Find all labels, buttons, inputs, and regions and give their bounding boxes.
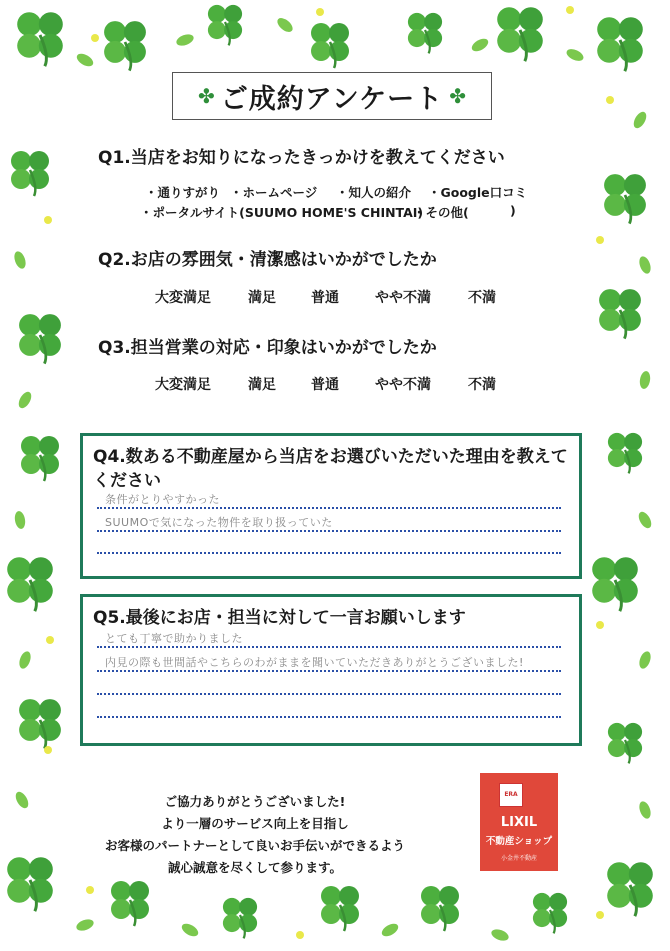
q4-answer-box bbox=[80, 433, 582, 579]
q3-choice[interactable]: 普通 bbox=[311, 377, 339, 393]
q1-option[interactable]: ・ホームページ bbox=[230, 185, 318, 200]
logo-brand: LIXIL bbox=[500, 815, 538, 830]
answer-line[interactable] bbox=[97, 670, 561, 672]
q4-question: Q4.数ある不動産屋から当店をお選びいただいた理由を教えて bbox=[93, 447, 568, 467]
q1-option-close: ) bbox=[510, 203, 516, 218]
answer-line[interactable] bbox=[97, 530, 561, 532]
q4-answer: SUUMOで気になった物件を取り扱っていた bbox=[105, 516, 333, 529]
q1-option[interactable]: ・通りすがり bbox=[145, 185, 221, 200]
q1-option[interactable]: ・その他( bbox=[413, 205, 469, 220]
clover-icon: ✤ bbox=[198, 84, 215, 108]
q2-choice[interactable]: 不満 bbox=[468, 290, 496, 306]
q1-option[interactable]: ・Google口コミ bbox=[428, 185, 528, 200]
clover-icon: ✤ bbox=[449, 84, 466, 108]
answer-line[interactable] bbox=[97, 693, 561, 695]
q1-question: Q1.当店をお知りになったきっかけを教えてください bbox=[98, 148, 505, 168]
q3-choice[interactable]: やや不満 bbox=[375, 377, 431, 393]
q2-choice[interactable]: 満足 bbox=[248, 290, 276, 306]
q1-option[interactable]: ・ポータルサイト(SUUMO HOME'S CHINTAI) bbox=[140, 205, 424, 220]
page-title: ご成約アンケート bbox=[220, 83, 444, 115]
closing-line: ご協力ありがとうございました! bbox=[164, 794, 346, 809]
q2-choice[interactable]: 大変満足 bbox=[155, 290, 211, 306]
q3-choice[interactable]: 大変満足 bbox=[155, 377, 211, 393]
closing-line: 誠心誠意を尽くして参ります。 bbox=[167, 860, 342, 875]
logo-branch: 小金井不動産 bbox=[500, 855, 537, 862]
q3-question: Q3.担当営業の対応・印象はいかがでしたか bbox=[98, 338, 437, 358]
q2-choice[interactable]: 普通 bbox=[311, 290, 339, 306]
survey-title-box bbox=[172, 72, 492, 120]
q1-option[interactable]: ・知人の紹介 bbox=[336, 185, 412, 200]
closing-line: お客様のパートナーとして良いお手伝いができるよう bbox=[104, 838, 405, 853]
q5-answer-box bbox=[80, 594, 582, 746]
q5-answer: 内見の際も世間話やこちらのわがままを聞いていただきありがとうございました! bbox=[105, 656, 524, 669]
answer-line[interactable] bbox=[97, 716, 561, 718]
q3-choice[interactable]: 満足 bbox=[248, 377, 276, 393]
q4-question-cont: ください bbox=[93, 471, 161, 491]
q3-choice[interactable]: 不満 bbox=[468, 377, 496, 393]
q5-question: Q5.最後にお店・担当に対して一言お願いします bbox=[93, 608, 466, 628]
answer-line[interactable] bbox=[97, 646, 561, 648]
q2-choice[interactable]: やや不満 bbox=[375, 290, 431, 306]
q2-question: Q2.お店の雰囲気・清潔感はいかがでしたか bbox=[98, 250, 437, 270]
q5-answer: とても丁寧で助かりました bbox=[105, 632, 243, 645]
closing-line: より一層のサービス向上を目指し bbox=[161, 816, 349, 831]
logo-shop-name: 不動産ショップ bbox=[485, 836, 553, 847]
company-logo bbox=[480, 773, 558, 871]
answer-line[interactable] bbox=[97, 552, 561, 554]
closing-message bbox=[70, 791, 440, 879]
era-badge-icon: ERA bbox=[499, 783, 523, 807]
q4-answer: 条件がとりやすかった bbox=[105, 493, 220, 506]
answer-line[interactable] bbox=[97, 507, 561, 509]
